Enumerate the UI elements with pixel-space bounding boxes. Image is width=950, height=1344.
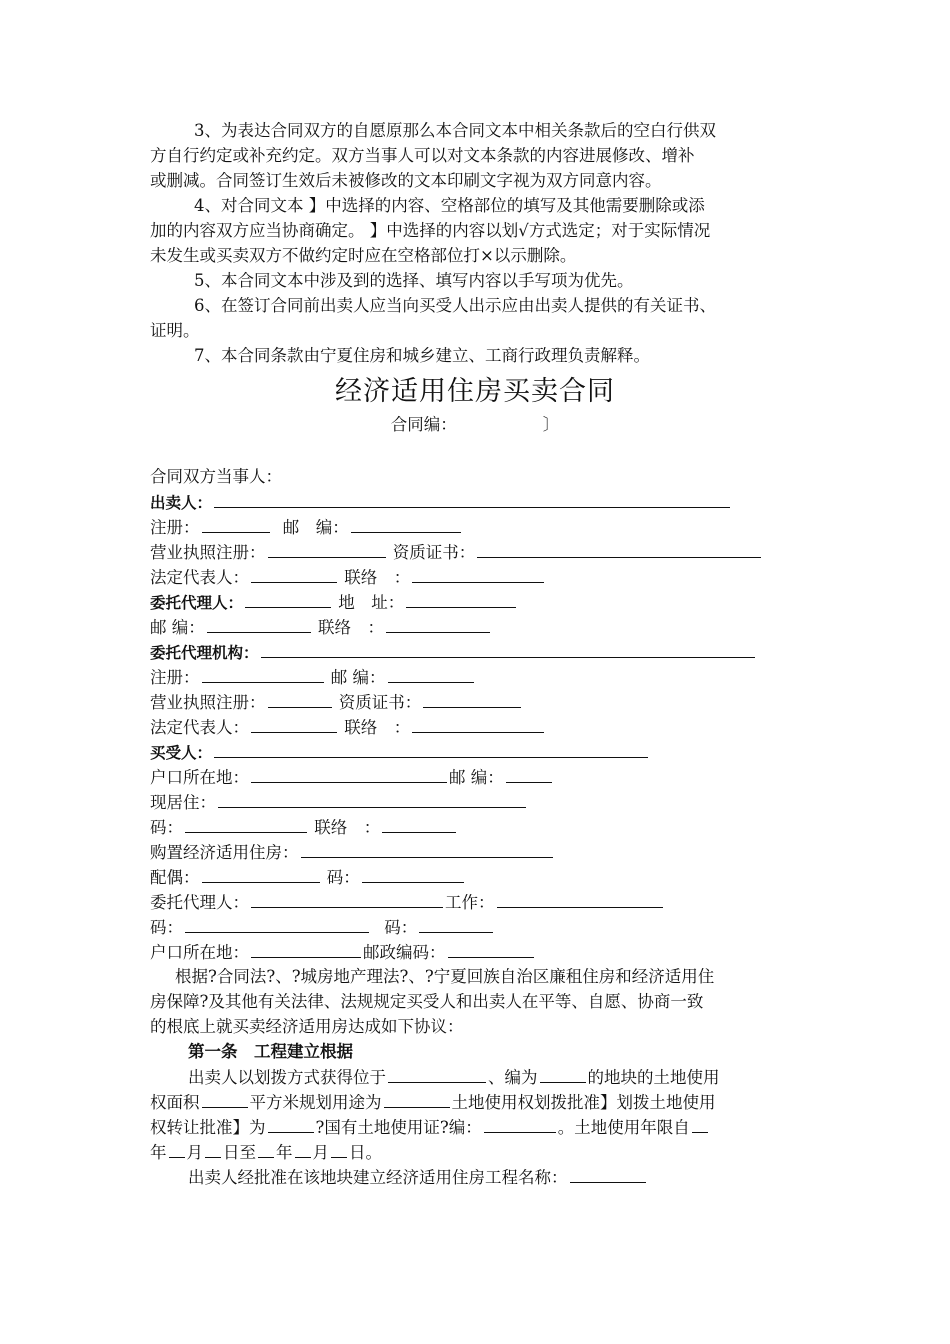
contact3-blank[interactable] [412,714,544,733]
contract-title: 经济适用住房买卖合同 [335,376,615,407]
qualification-blank[interactable] [477,539,761,558]
code4-blank[interactable] [419,914,493,933]
postal3-label: 邮 编： [330,668,386,687]
a1-l3-text-2: ?国有土地使用证?编： [315,1118,482,1137]
day-label-2: 日。 [349,1143,382,1162]
note-6-line-1: 6、在签订合同前出卖人应当向买受人出示应由出卖人提供的有关证书、 [194,296,716,315]
day-label-1: 日至 [223,1143,256,1162]
legal-rep2-label: 法定代表人： [150,718,249,737]
a1-text-2: 、编为 [488,1068,538,1087]
seller-blank[interactable] [214,489,730,508]
basis-line-1: 根据?合同法?、?城房地产理法?、?宁夏回族自治区廉租住房和经济适用住 [175,967,715,986]
note-3-line-2: 方自行约定或补充约定。双方当事人可以对文本条款的内容进展修改、增补 [150,146,695,165]
agency-blank[interactable] [261,639,755,658]
agent-label: 委托代理人： [150,594,244,612]
a1-text-1: 出卖人以划拨方式获得位于 [188,1068,386,1087]
note-3-line-1: 3、为表达合同双方的自愿原那么本合同文本中相关条款后的空白行供双 [194,121,716,140]
month-label-1: 月 [186,1143,203,1162]
legal-rep2-blank[interactable] [251,714,337,733]
code3-label: 码： [150,918,183,937]
note-3-line-3: 或删减。合同签订生效后未被修改的文本印刷文字视为双方同意内容。 [150,171,662,190]
postal2-label: 邮 编： [150,618,205,637]
contract-number [150,412,800,438]
note-4-line-2: 加的内容双方应当协商确定。 】中选择的内容以划√方式选定；对于实际情况 [150,221,711,240]
qualification2-blank[interactable] [423,689,521,708]
biz-reg-label: 营业执照注册： [150,543,266,562]
work-blank[interactable] [497,889,663,908]
end-year-blank[interactable] [258,1139,274,1158]
code-label: 码： [150,818,183,837]
use-blank[interactable] [384,1089,450,1108]
year-label-1: 年 [150,1143,167,1162]
basis-line-2: 房保障?及其他有关法律、法规规定买受人和出卖人在平等、自愿、协商一致 [150,992,704,1011]
spouse-blank[interactable] [202,864,320,883]
residence-row [150,789,800,814]
reg-blank[interactable] [202,514,270,533]
code2-label: 码： [326,868,360,887]
postal-blank[interactable] [351,514,461,533]
agency-label: 委托代理机构： [150,644,259,662]
contact-blank[interactable] [412,564,544,583]
reg-row [150,514,800,539]
hukou-row [150,764,800,789]
biz-reg2-row [150,689,800,714]
document-page [150,118,800,1189]
a1-last-text: 出卖人经批准在该地块建立经济适用住房工程名称： [188,1168,568,1187]
postal3-blank[interactable] [388,664,474,683]
code3-blank[interactable] [185,914,369,933]
a1-l2-text-1: 权面积 [150,1093,200,1112]
article-1-line-1 [150,1064,800,1089]
hukou2-row [150,939,800,964]
postal4-label: 邮 编： [449,768,504,787]
postal2-row [150,614,800,639]
agent-blank[interactable] [245,589,331,608]
contact2-label: 联络 ： [318,618,384,637]
seller-label: 出卖人： [150,494,213,512]
code3-row [150,914,800,939]
reg2-blank[interactable] [202,664,324,683]
end-month-blank[interactable] [295,1139,311,1158]
reg-label: 注册： [150,518,200,537]
article-1-title: 第一条 工程建立根据 [188,1042,353,1061]
agent-row [150,589,800,614]
agent2-row [150,889,800,914]
start-month-blank[interactable] [169,1139,185,1158]
biz-reg2-label: 营业执照注册： [150,693,266,712]
hukou2-label: 户口所在地： [150,943,249,962]
purchase-blank[interactable] [301,839,553,858]
code4-label: 码： [384,918,418,937]
contact3-label: 联络 ： [344,718,411,737]
start-year-blank[interactable] [692,1114,708,1133]
seller-row [150,489,800,514]
biz-reg-blank[interactable] [268,539,386,558]
residence-blank[interactable] [218,789,526,808]
area-blank[interactable] [202,1089,248,1108]
biz-reg-row [150,539,800,564]
start-day-blank[interactable] [205,1139,221,1158]
contract-number-label: 合同编： [390,415,457,434]
purchase-row [150,839,800,864]
note-4-line-1: 4、对合同文本 】中选择的内容、空格部位的填写及其他需要删除或添 [194,196,705,215]
spouse-row [150,864,800,889]
residence-label: 现居住： [150,793,216,812]
a1-l2-text-3: 土地使用权划拨批准】划拨土地使用 [451,1093,716,1112]
agent2-label: 委托代理人： [150,893,249,912]
legal-rep-row [150,564,800,589]
agent2-blank[interactable] [251,889,443,908]
a1-text-3: 的地块的土地使用 [587,1068,720,1087]
year-label-2: 年 [276,1143,293,1162]
postcode-blank[interactable] [448,939,534,958]
qualification-label: 资质证书： [392,543,476,562]
reg2-row [150,664,800,689]
postcode-label: 邮政编码： [363,943,446,962]
address-blank[interactable] [406,589,516,608]
contact2-blank[interactable] [386,614,490,633]
biz-reg2-blank[interactable] [268,689,332,708]
note-4-line-3: 未发生或买卖双方不做约定时应在空格部位打×以示删除。 [150,246,577,265]
code-blank[interactable] [185,814,307,833]
postal-label: 邮 编： [282,518,349,537]
basis-line-3: 的根底上就买卖经济适用房达成如下协议： [150,1017,464,1036]
article-1-line-2 [150,1089,800,1114]
article-1-last [150,1164,800,1189]
project-name-blank[interactable] [570,1164,646,1183]
note-5: 5、本合同文本中涉及到的选择、填写内容以手写项为优先。 [194,271,634,290]
reg2-label: 注册： [150,668,200,687]
month-label-2: 月 [312,1143,329,1162]
a1-l3-text-3: 。土地使用年限自 [557,1118,690,1137]
end-day-blank[interactable] [331,1139,347,1158]
article-1-line-3 [150,1114,800,1139]
postal2-blank[interactable] [207,614,311,633]
code-row [150,814,800,839]
buyer-blank[interactable] [214,739,648,758]
parties-intro: 合同双方当事人： [150,467,282,486]
code2-blank[interactable] [362,864,464,883]
buyer-label: 买受人： [150,744,213,762]
postal4-blank[interactable] [506,764,552,783]
legal-rep-label: 法定代表人： [150,568,249,587]
parcel-number-blank[interactable] [540,1064,586,1083]
contact-label: 联络 ： [344,568,411,587]
work-label: 工作： [445,893,495,912]
location-blank[interactable] [388,1064,486,1083]
a1-l3-text-1: 权转让批准】为 [150,1118,266,1137]
contact4-label: 联络 ： [314,818,381,837]
address-label: 地 址： [338,593,405,612]
certificate-number-blank[interactable] [484,1114,556,1133]
legal-rep-blank[interactable] [251,564,337,583]
agency-row [150,639,800,664]
legal-rep2-row [150,714,800,739]
note-6-line-2: 证明。 [150,321,200,340]
note-7: 7、本合同条款由宁夏住房和城乡建立、工商行政理负责解释。 [194,346,650,365]
article-1-line-4 [150,1139,800,1164]
spouse-label: 配偶： [150,868,200,887]
purchase-label: 购置经济适用住房： [150,843,299,862]
qualification2-label: 资质证书： [338,693,422,712]
buyer-row [150,739,800,764]
contract-number-close: 〕 [542,415,560,434]
approval-blank[interactable] [268,1114,314,1133]
hukou-label: 户口所在地： [150,768,249,787]
contact4-blank[interactable] [382,814,456,833]
a1-l2-text-2: 平方米规划用途为 [249,1093,382,1112]
hukou-blank[interactable] [251,764,447,783]
hukou2-blank[interactable] [251,939,361,958]
